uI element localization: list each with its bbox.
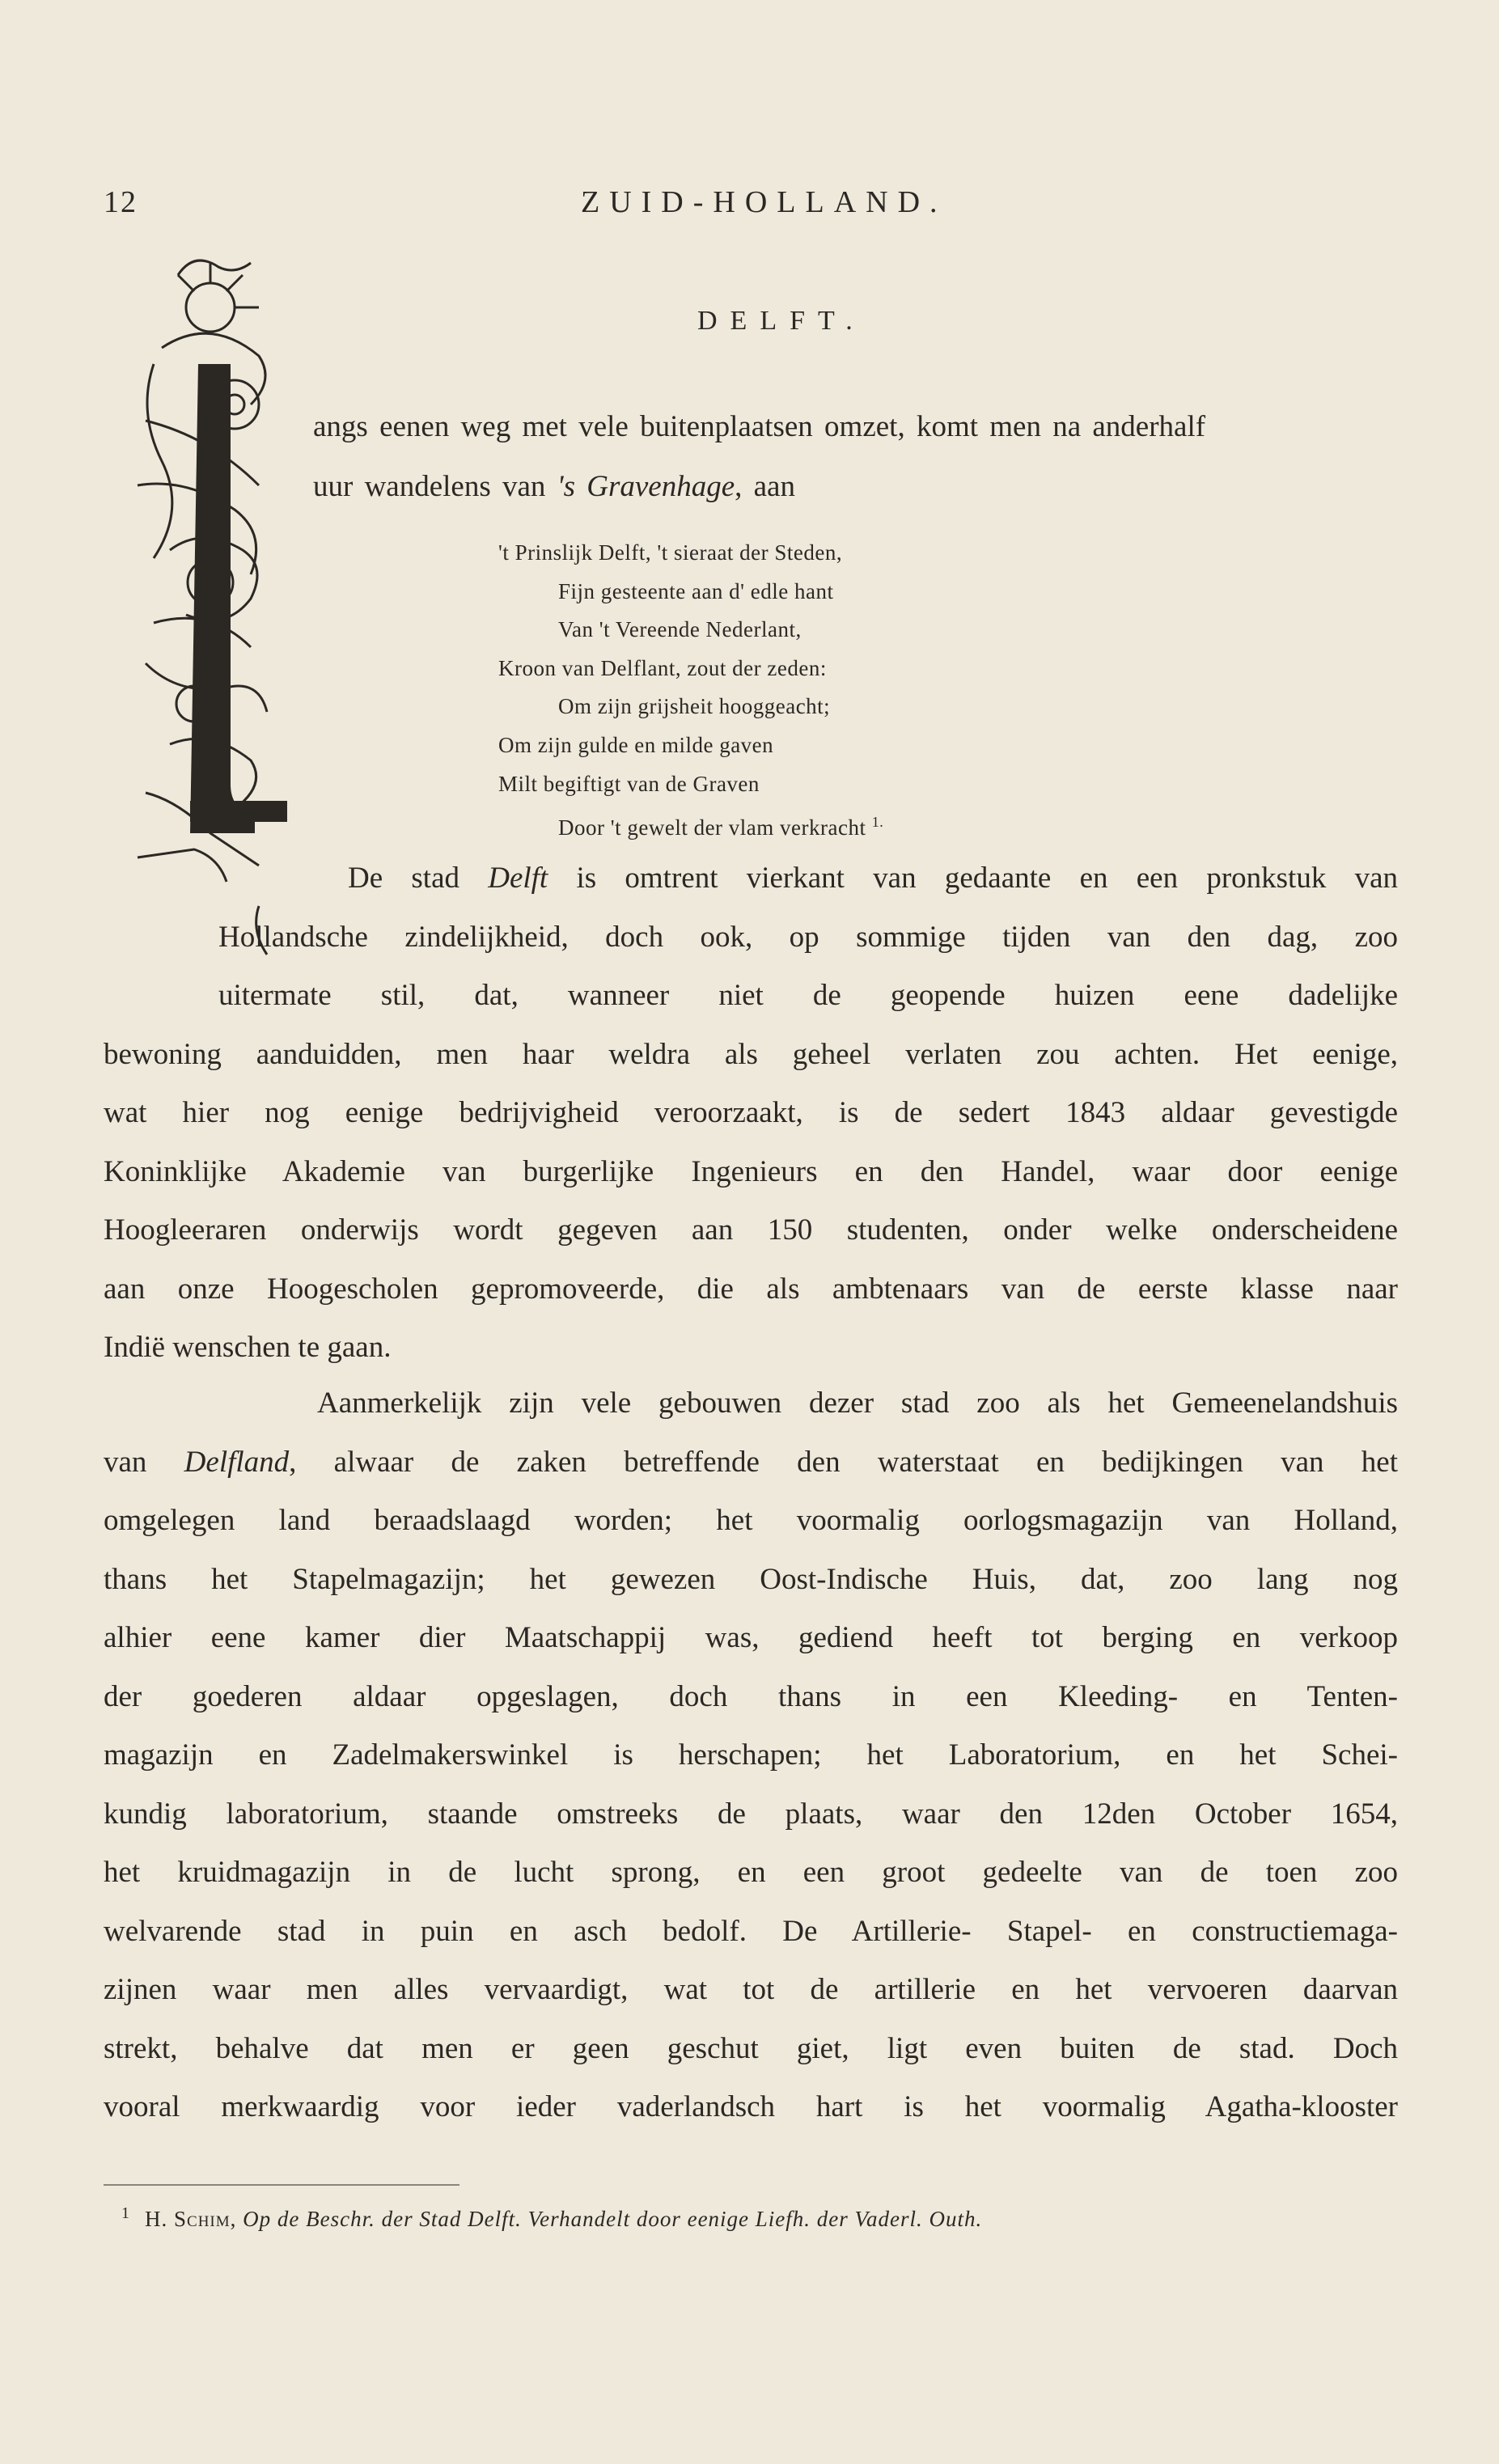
page-number: 12 — [104, 185, 138, 219]
poem-line: Om zijn grijsheit hooggeacht; — [558, 694, 831, 719]
intro-place-name: 's Gravenhage — [557, 470, 735, 503]
poem-last-line-text: Door 't gewelt der vlam verkracht — [558, 815, 866, 840]
text-line: Koninklijke Akademie van burgerlijke Ingenieurs en den Handel, waar door eenige — [104, 1154, 1398, 1188]
text-line: zijnen waar men alles vervaardigt, wat tot de artillerie en het vervoeren daarvan — [104, 1973, 1398, 2006]
poem-line: Kroon van Delflant, zout der zeden: — [498, 655, 827, 680]
text-run: , alwaar de zaken betreffende den waterstaat en bedijkingen van het — [289, 1445, 1398, 1479]
place-name: Delfland — [184, 1445, 290, 1479]
poem-line: Fijn gesteente aan d' edle hant — [558, 578, 834, 603]
footnote-author: H. Schim, — [145, 2207, 237, 2231]
text-line — [104, 1433, 1398, 1492]
text-line: Hollandsche zindelijkheid, doch ook, op sommige tijden van den dag, zoo — [218, 920, 1398, 954]
intro-line-1: angs eenen weg met vele buitenplaatsen omzet, komt men na anderhalf — [313, 410, 1206, 443]
text-line: vooral merkwaardig voor ieder vaderlandsch hart is het voormalig Agatha-klooster — [104, 2090, 1398, 2123]
text-line: Indië wenschen te gaan. — [104, 1331, 392, 1364]
text-line — [104, 849, 1398, 908]
quoted-poem — [477, 534, 883, 848]
text-run: van — [104, 1445, 184, 1479]
footnote-number: 1 — [121, 2204, 130, 2222]
text-line: alhier eene kamer dier Maatschappij was, gediend heeft tot berging en verkoop — [104, 1621, 1398, 1654]
text-line: strekt, behalve dat men er geen geschut giet, ligt even buiten de stad. Doch — [104, 2031, 1398, 2065]
text-run: is omtrent vierkant van gedaante en een pronkstuk van — [548, 862, 1398, 895]
paragraph-1 — [104, 849, 1398, 1378]
poem-line — [477, 803, 883, 848]
text-line: magazijn en Zadelmakerswinkel is herschapen; het Laboratorium, en het Schei- — [104, 1738, 1398, 1772]
intro-text: uur wandelens van — [313, 470, 557, 503]
text-line: aan onze Hoogescholen gepromoveerde, die als ambtenaars van de eerste klasse naar — [104, 1272, 1398, 1306]
running-title: ZUID-HOLLAND. — [581, 185, 947, 219]
paragraph-2 — [104, 1374, 1398, 2137]
text-line: Hoogleeraren onderwijs wordt gegeven aan 150 studenten, onder welke onderscheidene — [104, 1213, 1398, 1247]
footnote — [121, 2204, 982, 2232]
text-line: Aanmerkelijk zijn vele gebouwen dezer stad zoo als het Gemeenelandshuis — [317, 1387, 1398, 1420]
text-line: het kruidmagazijn in de lucht sprong, en een groot gedeelte van de toen zoo — [104, 1856, 1398, 1889]
footnote-divider — [104, 2184, 459, 2186]
text-line: welvarende stad in puin en asch bedolf. De Artillerie- Stapel- en constructiemaga- — [104, 1914, 1398, 1948]
text-line: omgelegen land beraadslaagd worden; het voormalig oorlogsmagazijn van Holland, — [104, 1504, 1398, 1537]
text-line: wat hier nog eenige bedrijvigheid veroorzaakt, is de sedert 1843 aldaar gevestigde — [104, 1096, 1398, 1129]
text-line: uitermate stil, dat, wanneer niet de geopende huizen eene dadelijke — [218, 979, 1398, 1012]
intro-line-2 — [313, 457, 795, 517]
running-head — [104, 184, 1398, 225]
poem-line: Van 't Vereende Nederlant, — [558, 617, 802, 642]
poem-line: Om zijn gulde en milde gaven — [498, 732, 774, 757]
footnote-text: Op de Beschr. der Stad Delft. Verhandelt door eenige Liefh. der Vaderl. Outh. — [243, 2207, 983, 2231]
poem-line: 't Prinslijk Delft, 't sieraat der Steden, — [498, 540, 843, 565]
city-name: Delft — [488, 862, 548, 895]
text-line: kundig laboratorium, staande omstreeks de plaats, waar den 12den October 1654, — [104, 1797, 1398, 1831]
poem-line: Milt begiftigt van de Graven — [498, 771, 760, 796]
intro-text-end: , aan — [735, 470, 795, 503]
section-title: DELFT. — [697, 306, 866, 336]
text-line: bewoning aanduidden, men haar weldra als geheel verlaten zou achten. Het eenige, — [104, 1037, 1398, 1071]
text-line: der goederen aldaar opgeslagen, doch thans in een Kleeding- en Tenten- — [104, 1679, 1398, 1713]
text-run: De stad — [348, 862, 489, 895]
footnote-reference: 1. — [871, 814, 884, 831]
text-line: thans het Stapelmagazijn; het gewezen Oost-Indische Huis, dat, zoo lang nog — [104, 1562, 1398, 1596]
